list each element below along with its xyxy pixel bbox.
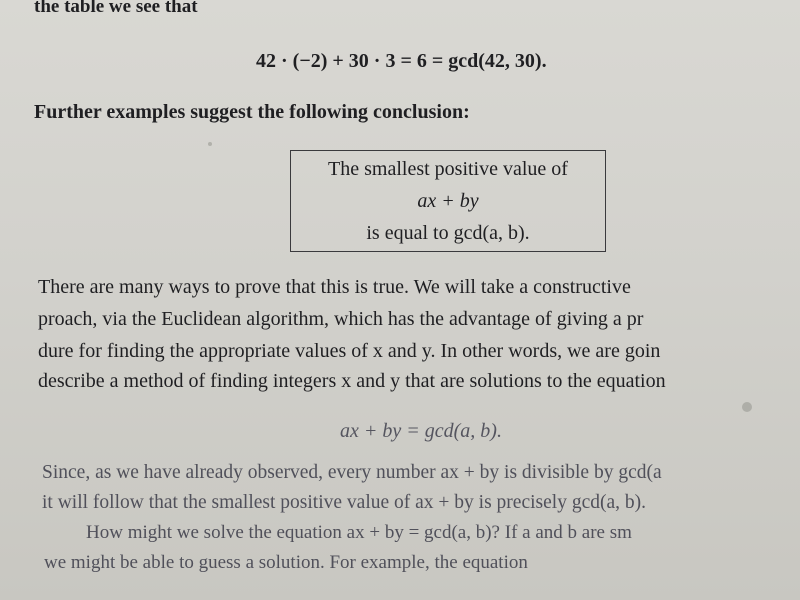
paragraph-2-line-4: we might be able to guess a solution. For example, the equation — [44, 552, 528, 573]
top-text-fragment: the table we see that — [34, 0, 198, 17]
display-equation-1: 42 · (−2) + 30 · 3 = 6 = gcd(42, 30). — [256, 50, 547, 72]
conclusion-intro: Further examples suggest the following conclusion: — [34, 101, 470, 123]
paper-speck — [208, 142, 212, 146]
paragraph-2-line-2: it will follow that the smallest positive value of ax + by is precisely gcd(a, b). — [42, 492, 646, 513]
paragraph-1-line-1: There are many ways to prove that this is true. We will take a constructive — [38, 276, 631, 298]
display-equation-2: ax + by = gcd(a, b). — [340, 420, 502, 442]
paragraph-1-line-4: describe a method of finding integers x and y that are solutions to the equation — [38, 370, 666, 392]
box-line-3: is equal to gcd(a, b). — [366, 222, 530, 244]
box-line-1: The smallest positive value of — [328, 158, 568, 180]
paragraph-1-line-2: proach, via the Euclidean algorithm, which has the advantage of giving a pr — [38, 308, 644, 330]
paragraph-1-line-3: dure for finding the appropriate values of x and y. In other words, we are goin — [38, 340, 661, 362]
paragraph-2-line-3: How might we solve the equation ax + by = gcd(a, b)? If a and b are sm — [86, 522, 632, 543]
paper-speck — [742, 402, 752, 412]
paragraph-2-line-1: Since, as we have already observed, every number ax + by is divisible by gcd(a — [42, 462, 662, 483]
box-line-2: ax + by — [417, 190, 479, 212]
conclusion-box — [290, 150, 606, 252]
